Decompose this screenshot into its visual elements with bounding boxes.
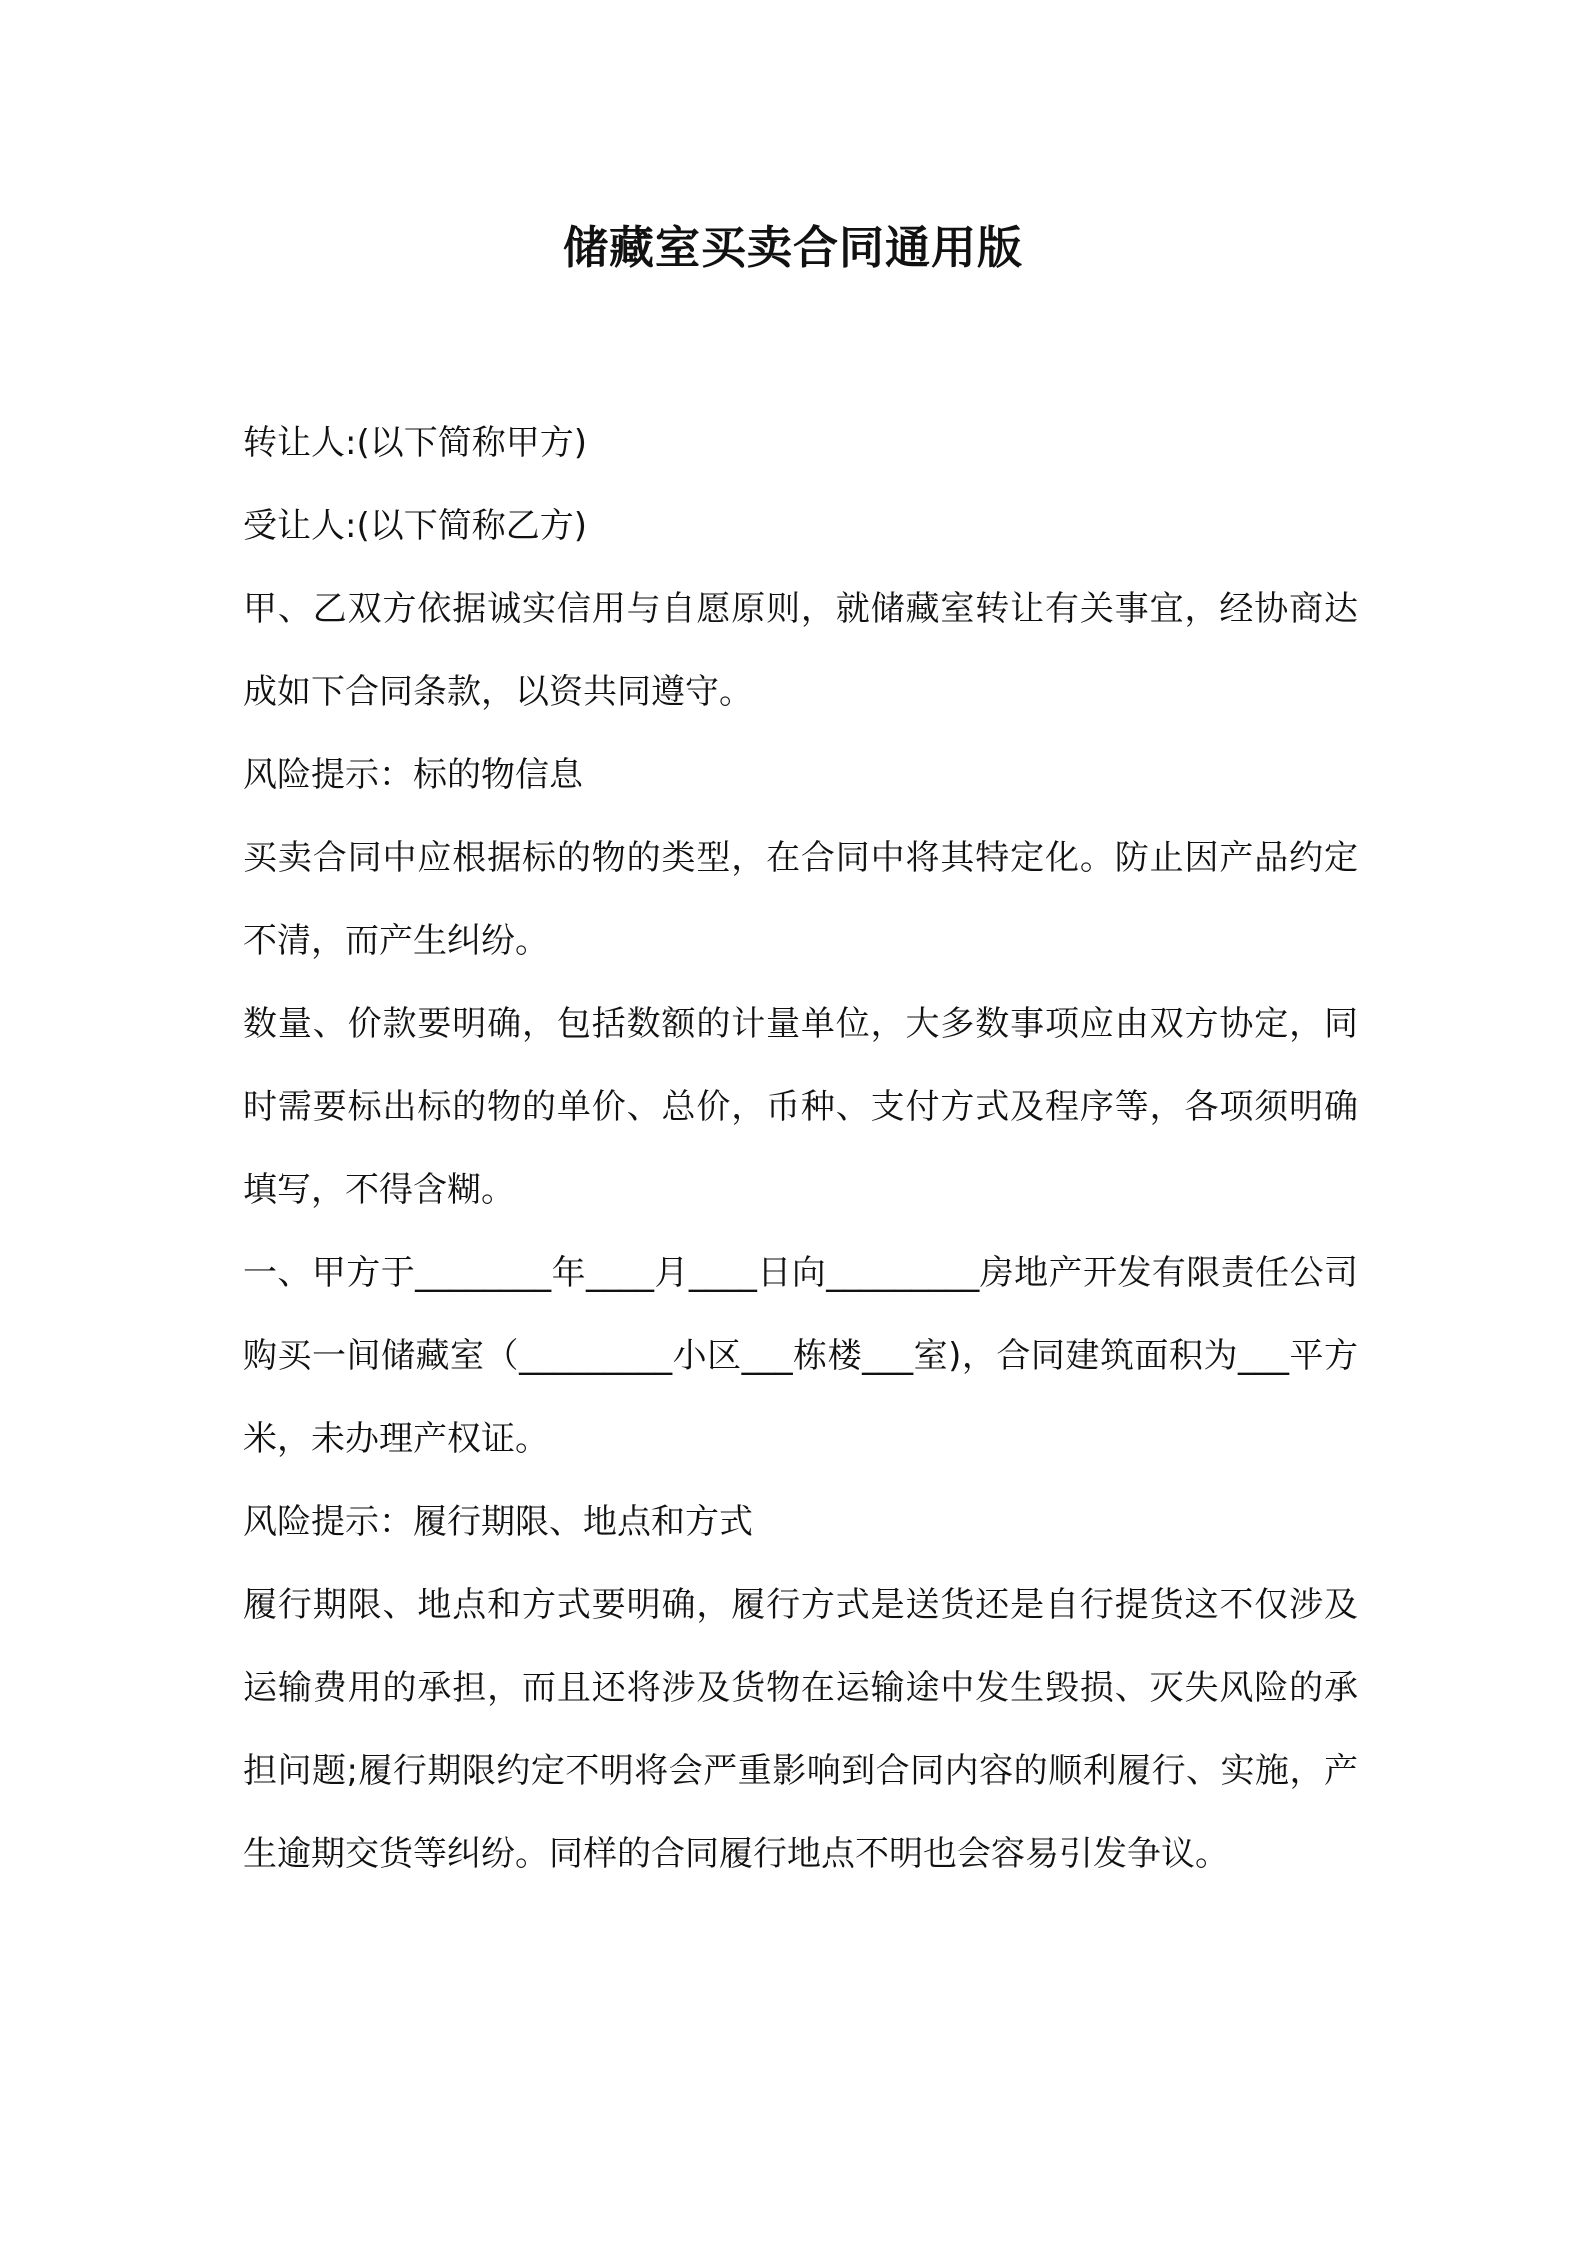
document-title: 储藏室买卖合同通用版 (562, 221, 1023, 274)
paragraph-quantity-price: 数量、价款要明确，包括数额的计量单位，大多数事项应由双方协定，同时需要标出标的物的单价、总价，币种、支付方式及程序等，各项须明确填写，不得含糊。 (243, 1004, 1358, 1210)
paragraph-risk-performance-text: 履行期限、地点和方式要明确，履行方式是送货还是自行提货这不仅涉及运输费用的承担，而且还将涉及货物在运输途中发生毁损、灭失风险的承担问题;履行期限约定不明将会严重影响到合同内容的顺利履行、实施，产生逾期交货等纠纷。同样的合同履行地点不明也会容易引发争议。 (243, 1585, 1358, 1874)
paragraph-preamble: 甲、乙双方依据诚实信用与自愿原则，就储藏室转让有关事宜，经协商达成如下合同条款，以资共同遵守。 (243, 589, 1358, 712)
paragraph-risk-heading-performance: 风险提示：履行期限、地点和方式 (243, 1502, 753, 1542)
document-body (243, 402, 1358, 1896)
paragraph-risk-subject-text: 买卖合同中应根据标的物的类型，在合同中将其特定化。防止因产品约定不清，而产生纠纷。 (243, 838, 1358, 961)
paragraph-risk-heading-subject: 风险提示：标的物信息 (243, 755, 583, 795)
paragraph-clause-one: 一、甲方于________年____月____日向_________房地产开发有限责任公司购买一间储藏室（_________小区___栋楼___室)，合同建筑面积为___平方米，未办理产权证。 (243, 1253, 1358, 1459)
paragraph-transferor: 转让人:(以下简称甲方) (243, 423, 587, 463)
paragraph-transferee: 受让人:(以下简称乙方) (243, 506, 587, 546)
